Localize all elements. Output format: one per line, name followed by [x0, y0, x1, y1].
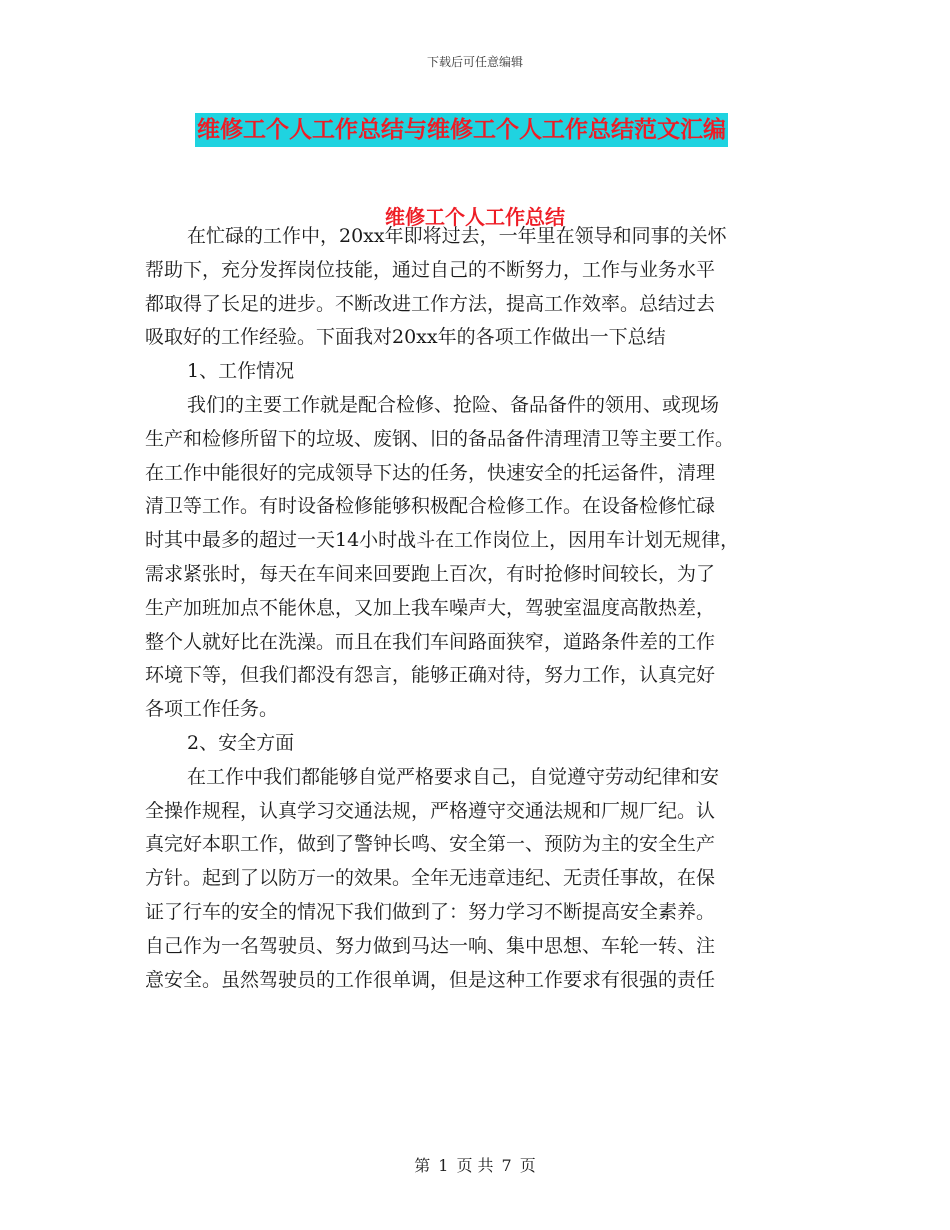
paragraph-line: 在忙碌的工作中，20xx年即将过去，一年里在领导和同事的关怀: [187, 225, 727, 247]
paragraph-line: 在工作中我们都能够自觉严格要求自己，自觉遵守劳动纪律和安: [187, 765, 720, 788]
paragraph-line: 意安全。虽然驾驶员的工作很单调，但是这种工作要求有很强的责任: [145, 968, 716, 991]
document-body: [145, 220, 815, 997]
paragraph-line: 各项工作任务。: [145, 698, 279, 721]
paragraph-line: 证了行车的安全的情况下我们做到了：努力学习不断提高安全素养。: [145, 900, 716, 923]
paragraph-line: 自己作为一名驾驶员、努力做到马达一响、集中思想、车轮一转、注: [145, 934, 716, 957]
header-note: 下载后可任意编辑: [426, 55, 523, 69]
page-number: 1: [438, 1156, 449, 1175]
section-title: 维修工个人工作总结: [385, 205, 565, 229]
paragraph-line: 2、安全方面: [187, 731, 295, 754]
paragraph-line: 时其中最多的超过一天14小时战斗在工作岗位上，因用车计划无规律，: [145, 529, 740, 552]
paragraph-line: 都取得了长足的进步。不断改进工作方法，提高工作效率。总结过去: [145, 292, 716, 315]
footer-prefix: 第: [414, 1156, 431, 1175]
paragraph-line: 吸取好的工作经验。下面我对20xx年的各项工作做出一下总结: [145, 326, 666, 349]
paragraph-line: 需求紧张时，每天在车间来回要跑上百次，有时抢修时间较长，为了: [145, 562, 716, 585]
paragraph-line: 在工作中能很好的完成领导下达的任务，快速安全的托运备件，清理: [145, 461, 716, 484]
paragraph-line: 整个人就好比在洗澡。而且在我们车间路面狭窄，道路条件差的工作: [145, 630, 716, 653]
paragraph-line: 生产加班加点不能休息，又加上我车噪声大，驾驶室温度高散热差，: [145, 596, 716, 619]
paragraph-line: 1、工作情况: [187, 360, 295, 383]
footer-mid: 页 共: [456, 1156, 494, 1175]
paragraph-line: 清卫等工作。有时设备检修能够积极配合检修工作。在设备检修忙碌: [145, 495, 716, 518]
paragraph-line: 方针。起到了以防万一的效果。全年无违章违纪、无责任事故，在保: [145, 867, 716, 890]
paragraph-line: 帮助下，充分发挥岗位技能，通过自己的不断努力，工作与业务水平: [145, 258, 716, 281]
page-footer: [0, 1153, 950, 1176]
paragraph-line: 我们的主要工作就是配合检修、抢险、备品备件的领用、或现场: [187, 393, 720, 416]
footer-suffix: 页: [519, 1156, 536, 1175]
paragraph-line: 全操作规程，认真学习交通法规，严格遵守交通法规和厂规厂纪。认: [145, 799, 716, 822]
paragraph-line: 环境下等，但我们都没有怨言，能够正确对待，努力工作，认真完好: [145, 664, 716, 687]
paragraph-line: 生产和检修所留下的垃圾、废钢、旧的备品备件清理清卫等主要工作。: [145, 427, 735, 450]
document-main-title: 维修工个人工作总结与维修工个人工作总结范文汇编: [195, 113, 728, 147]
page-total: 7: [501, 1156, 512, 1175]
paragraph-line: 真完好本职工作，做到了警钟长鸣、安全第一、预防为主的安全生产: [145, 833, 716, 856]
